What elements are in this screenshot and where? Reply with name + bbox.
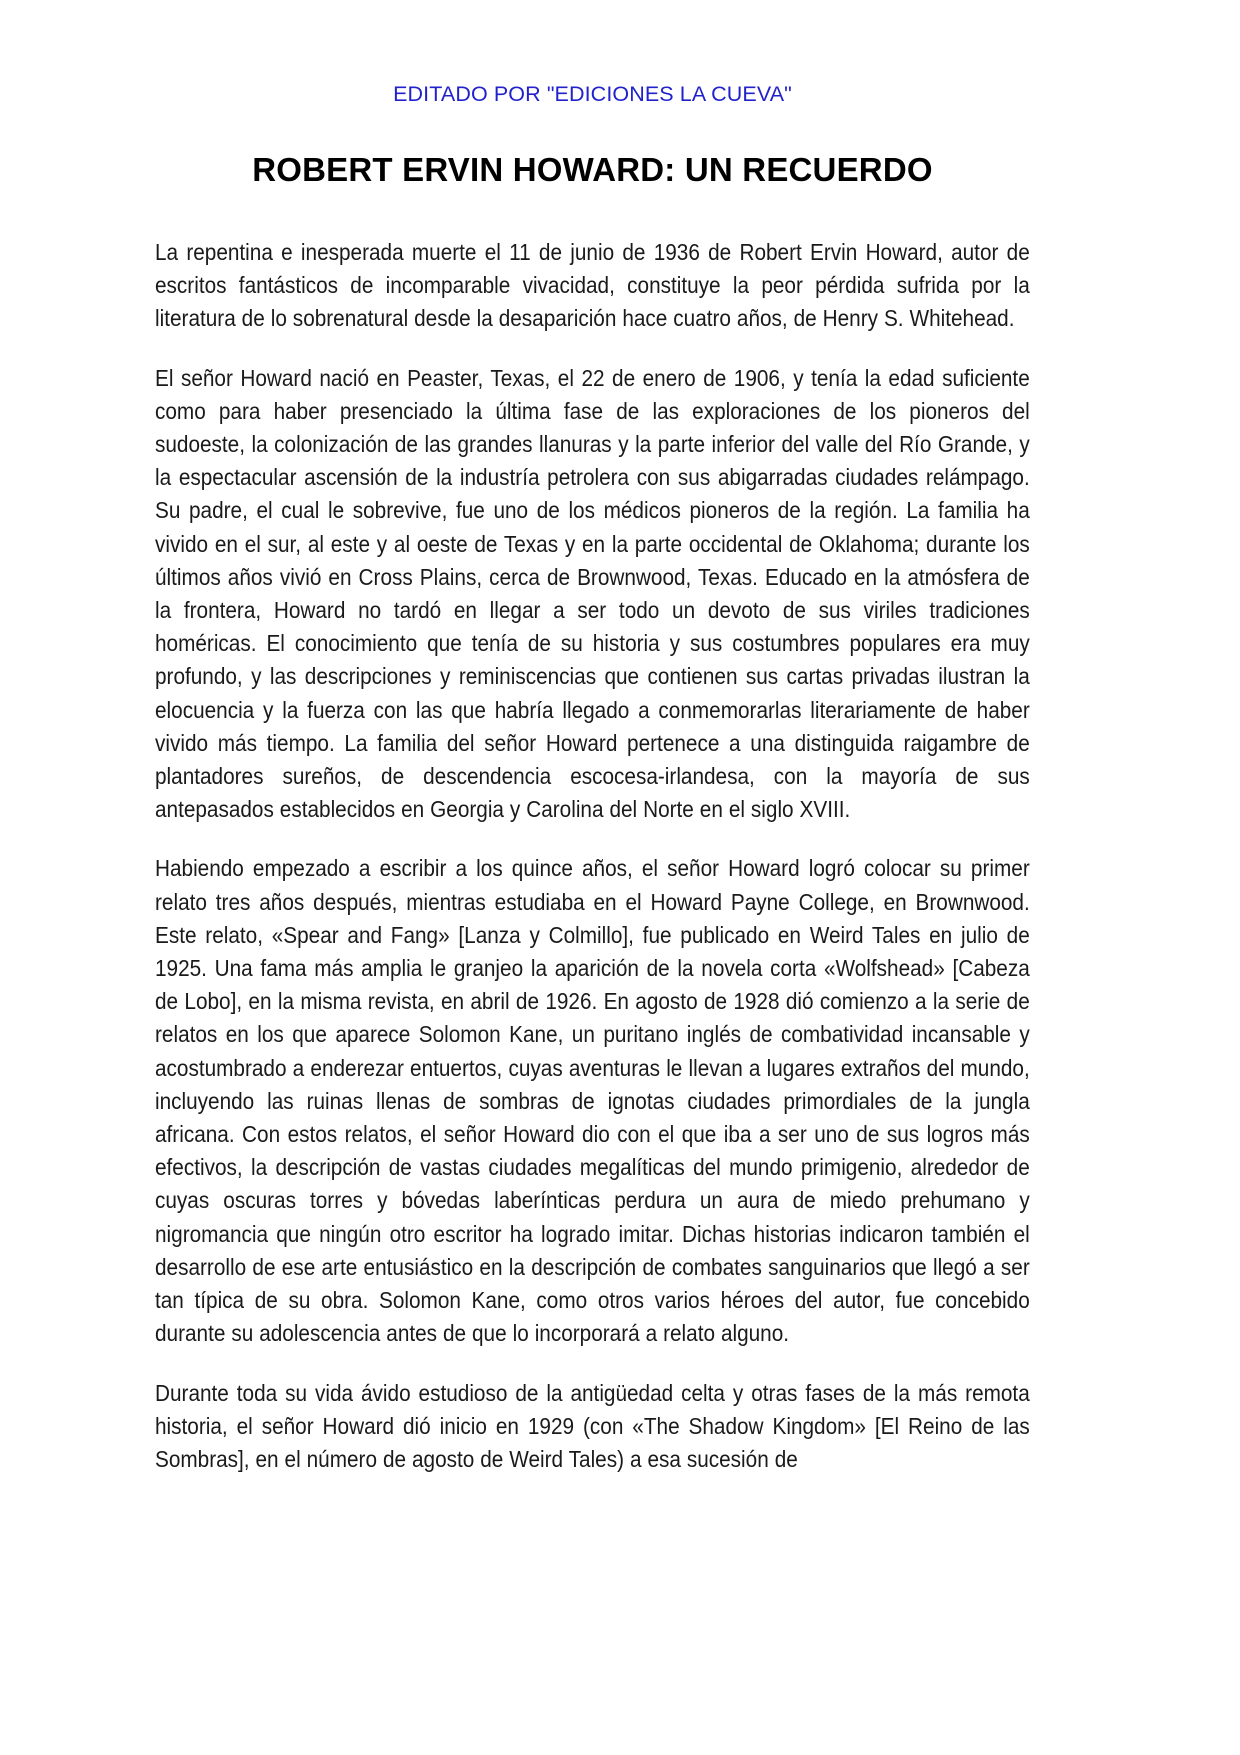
- paragraph-3: Habiendo empezado a escribir a los quince años, el señor Howard logró colocar su primer relato tres años después, mientras estudiaba en el Howard Payne College, en Brownwood. Este relato, «Spear and Fang» [Lanza y Colmillo], fue publicado en Weird Tales en julio de 1925. Una fama más amplia le granjeo la aparición de la novela corta «Wolfshead» [Cabeza de Lobo], en la misma revista, en abril de 1926. En agosto de 1928 dió comienzo a la serie de relatos en los que aparece Solomon Kane, un puritano inglés de combatividad incansable y acostumbrado a enderezar entuertos, cuyas aventuras le llevan a lugares extraños del mundo, incluyendo las ruinas llenas de sombras de ignotas ciudades primordiales de la jungla africana. Con estos relatos, el señor Howard dio con el que iba a ser uno de sus logros más efectivos, la descripción de vastas ciudades megalíticas del mundo primigenio, alrededor de cuyas oscuras torres y bóvedas laberínticas perdura un aura de miedo prehumano y nigromancia que ningún otro escritor ha logrado imitar. Dichas historias indicaron también el desarrollo de ese arte entusiástico en la descripción de combates sanguinarios que llegó a ser tan típica de su obra. Solomon Kane, como otros varios héroes del autor, fue concebido durante su adolescencia antes de que lo incorporará a relato alguno.: [155, 855, 1030, 1347]
- body-text: [155, 189, 1030, 1476]
- paragraph-4: Durante toda su vida ávido estudioso de la antigüedad celta y otras fases de la más remota historia, el señor Howard dió inicio en 1929 (con «The Shadow Kingdom» [El Reino de las Sombras], en el número de agosto de Weird Tales) a esa sucesión de: [155, 1379, 1030, 1472]
- page-content: [155, 0, 1030, 1476]
- editor-credit-line: EDITADO POR "EDICIONES LA CUEVA": [393, 82, 792, 106]
- paragraph-2: El señor Howard nació en Peaster, Texas, el 22 de enero de 1906, y tenía la edad suficiente como para haber presenciado la última fase de las exploraciones de los pioneros del sudoeste, la colonización de las grandes llanuras y la parte inferior del valle del Río Grande, y la espectacular ascensión de la industría petrolera con sus abigarradas ciudades relámpago. Su padre, el cual le sobrevive, fue uno de los médicos pioneros de la región. La familia ha vivido en el sur, al este y al oeste de Texas y en la parte occidental de Oklahoma; durante los últimos años vivió en Cross Plains, cerca de Brownwood, Texas. Educado en la atmósfera de la frontera, Howard no tardó en llegar a ser todo un devoto de sus viriles tradiciones homéricas. El conocimiento que tenía de su historia y sus costumbres populares era muy profundo, y las descripciones y reminiscencias que contienen sus cartas privadas ilustran la elocuencia y la fuerza con las que habría llegado a conmemorarlas literariamente de haber vivido más tiempo. La familia del señor Howard pertenece a una distinguida raigambre de plantadores sureños, de descendencia escocesa-irlandesa, con la mayoría de sus antepasados establecidos en Georgia y Carolina del Norte en el siglo XVIII.: [155, 364, 1030, 823]
- paragraph-1: La repentina e inesperada muerte el 11 de junio de 1936 de Robert Ervin Howard, autor de escritos fantásticos de incomparable vivacidad, constituye la peor pérdida sufrida por la literatura de lo sobrenatural desde la desaparición hace cuatro años, de Henry S. Whitehead.: [155, 239, 1030, 332]
- page-title: ROBERT ERVIN HOWARD: UN RECUERDO: [252, 151, 933, 188]
